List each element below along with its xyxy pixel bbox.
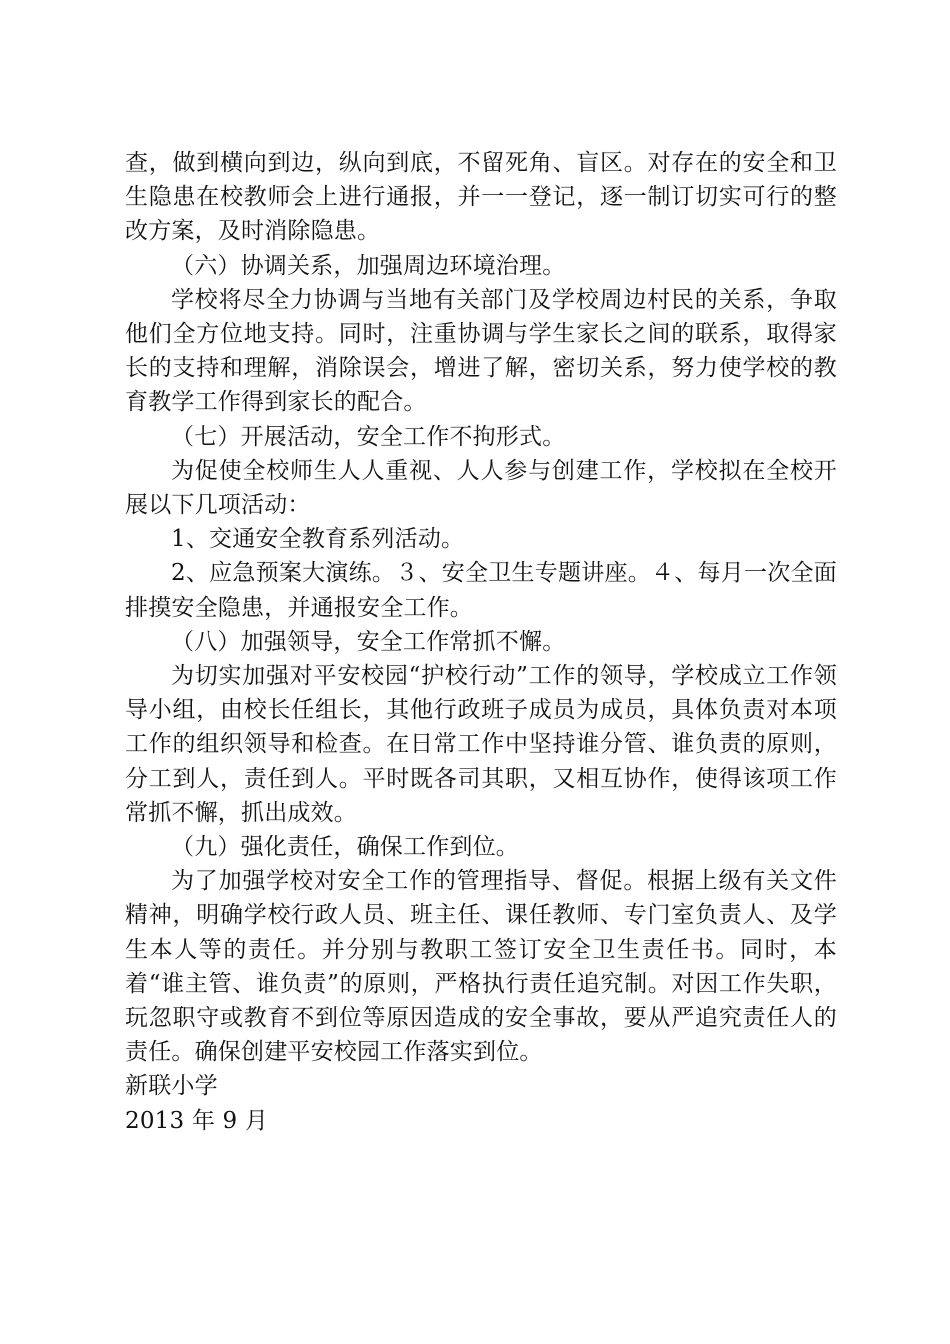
paragraph-continuation: 查，做到横向到边，纵向到底，不留死角、盲区。对存在的安全和卫生隐患在校教师会上进行通报，并一一登记，逐一制订切实可行的整改方案，及时消除隐患。 xyxy=(125,150,837,245)
paragraph-responsibility: 为了加强学校对安全工作的管理指导、督促。根据上级有关文件精神，明确学校行政人员、班主任、课任教师、专门室负责人、及学生本人等的责任。并分别与教职工签订安全卫生责任书。同时，本着“谁主管、谁负责”的原则，严格执行责任追究制。对因工作失职，玩忽职守或教育不到位等原因造成的安全事故，要从严追究责任人的责任。确保创建平安校园工作落实到位。 xyxy=(125,868,837,1066)
activity-item-2-4: 2、应急预案大演练。３、安全卫生专题讲座。４、每月一次全面排摸安全隐患，并通报安全工作。 xyxy=(125,560,837,621)
activity-item-1: 1、交通安全教育系列活动。 xyxy=(171,526,465,553)
document-body xyxy=(125,146,837,1138)
paragraph-leadership: 为切实加强对平安校园“护校行动”工作的领导，学校成立工作领导小组，由校长任组长，其他行政班子成员为成员，具体负责对本项工作的组织领导和检查。在日常工作中坚持谁分管、谁负责的原则，分工到人，责任到人。平时既各司其职，又相互协作，使得该项工作常抓不懈，抓出成效。 xyxy=(125,663,837,826)
paragraph-coordination: 学校将尽全力协调与当地有关部门及学校周边村民的关系，争取他们全方位地支持。同时，注重协调与学生家长之间的联系，取得家长的支持和理解，消除误会，增进了解，密切关系，努力使学校的教育教学工作得到家长的配合。 xyxy=(125,286,837,416)
section-heading-6: （六）协调关系，加强周边环境治理。 xyxy=(171,252,566,279)
paragraph-activities-intro: 为促使全校师生人人重视、人人参与创建工作，学校拟在全校开展以下几项活动： xyxy=(125,457,837,519)
section-heading-7: （七）开展活动，安全工作不拘形式。 xyxy=(171,423,566,450)
signature-date: 2013 年 9 月 xyxy=(125,1107,269,1134)
section-heading-8: （八）加强领导，安全工作常抓不懈。 xyxy=(171,628,566,655)
signature-school: 新联小学 xyxy=(125,1073,218,1100)
section-heading-9: （九）强化责任，确保工作到位。 xyxy=(171,834,519,861)
